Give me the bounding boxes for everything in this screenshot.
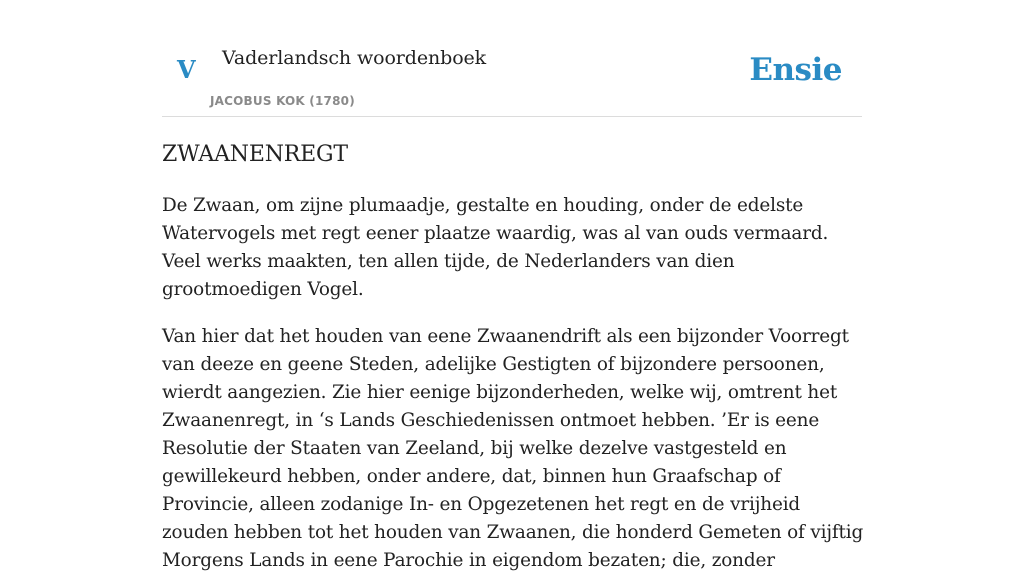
book-author: JACOBUS KOK (1780) — [210, 94, 355, 108]
book-letter-link[interactable]: V — [177, 55, 196, 84]
book-title-link[interactable]: Vaderlandsch woordenboek — [222, 47, 487, 69]
ensie-logo[interactable]: Ensie — [749, 52, 842, 88]
entry-headword: ZWAANENREGT — [162, 142, 348, 167]
entry-paragraph: Van hier dat het houden van eene Zwaanendrift als een bijzonder Voorregt van deeze en geene Steden, adelijke Gestigten of bijzondere persoonen, wierdt aangezien. Zie hier eenige bijzonderheden, welke wij, omtrent het Zwaanenregt, in ‘s Lands Geschiedenissen ontmoet hebben. ’Er is eene Resolutie der Staaten van Zeeland, bij welke dezelve vastgesteld en gewillekeurd hebben, onder andere, dat, binnen hun Graafschap of Provincie, alleen zodanige In- en Opgezetenen het regt en de vrijheid zouden hebben tot het houden van Zwaanen, die honderd Gemeten of vijftig Morgens Lands in eene Parochie in eigendom bezaten; die, zonder — [162, 326, 864, 571]
entry — [162, 130, 864, 575]
entry-paragraph: De Zwaan, om zijne plumaadje, gestalte en houding, onder de edelste Watervogels met regt eener plaatze waardig, was al van ouds vermaard. Veel werks maakten, ten allen tijde, de Nederlanders van dien grootmoedigen Vogel. — [162, 195, 829, 300]
header — [162, 0, 862, 117]
